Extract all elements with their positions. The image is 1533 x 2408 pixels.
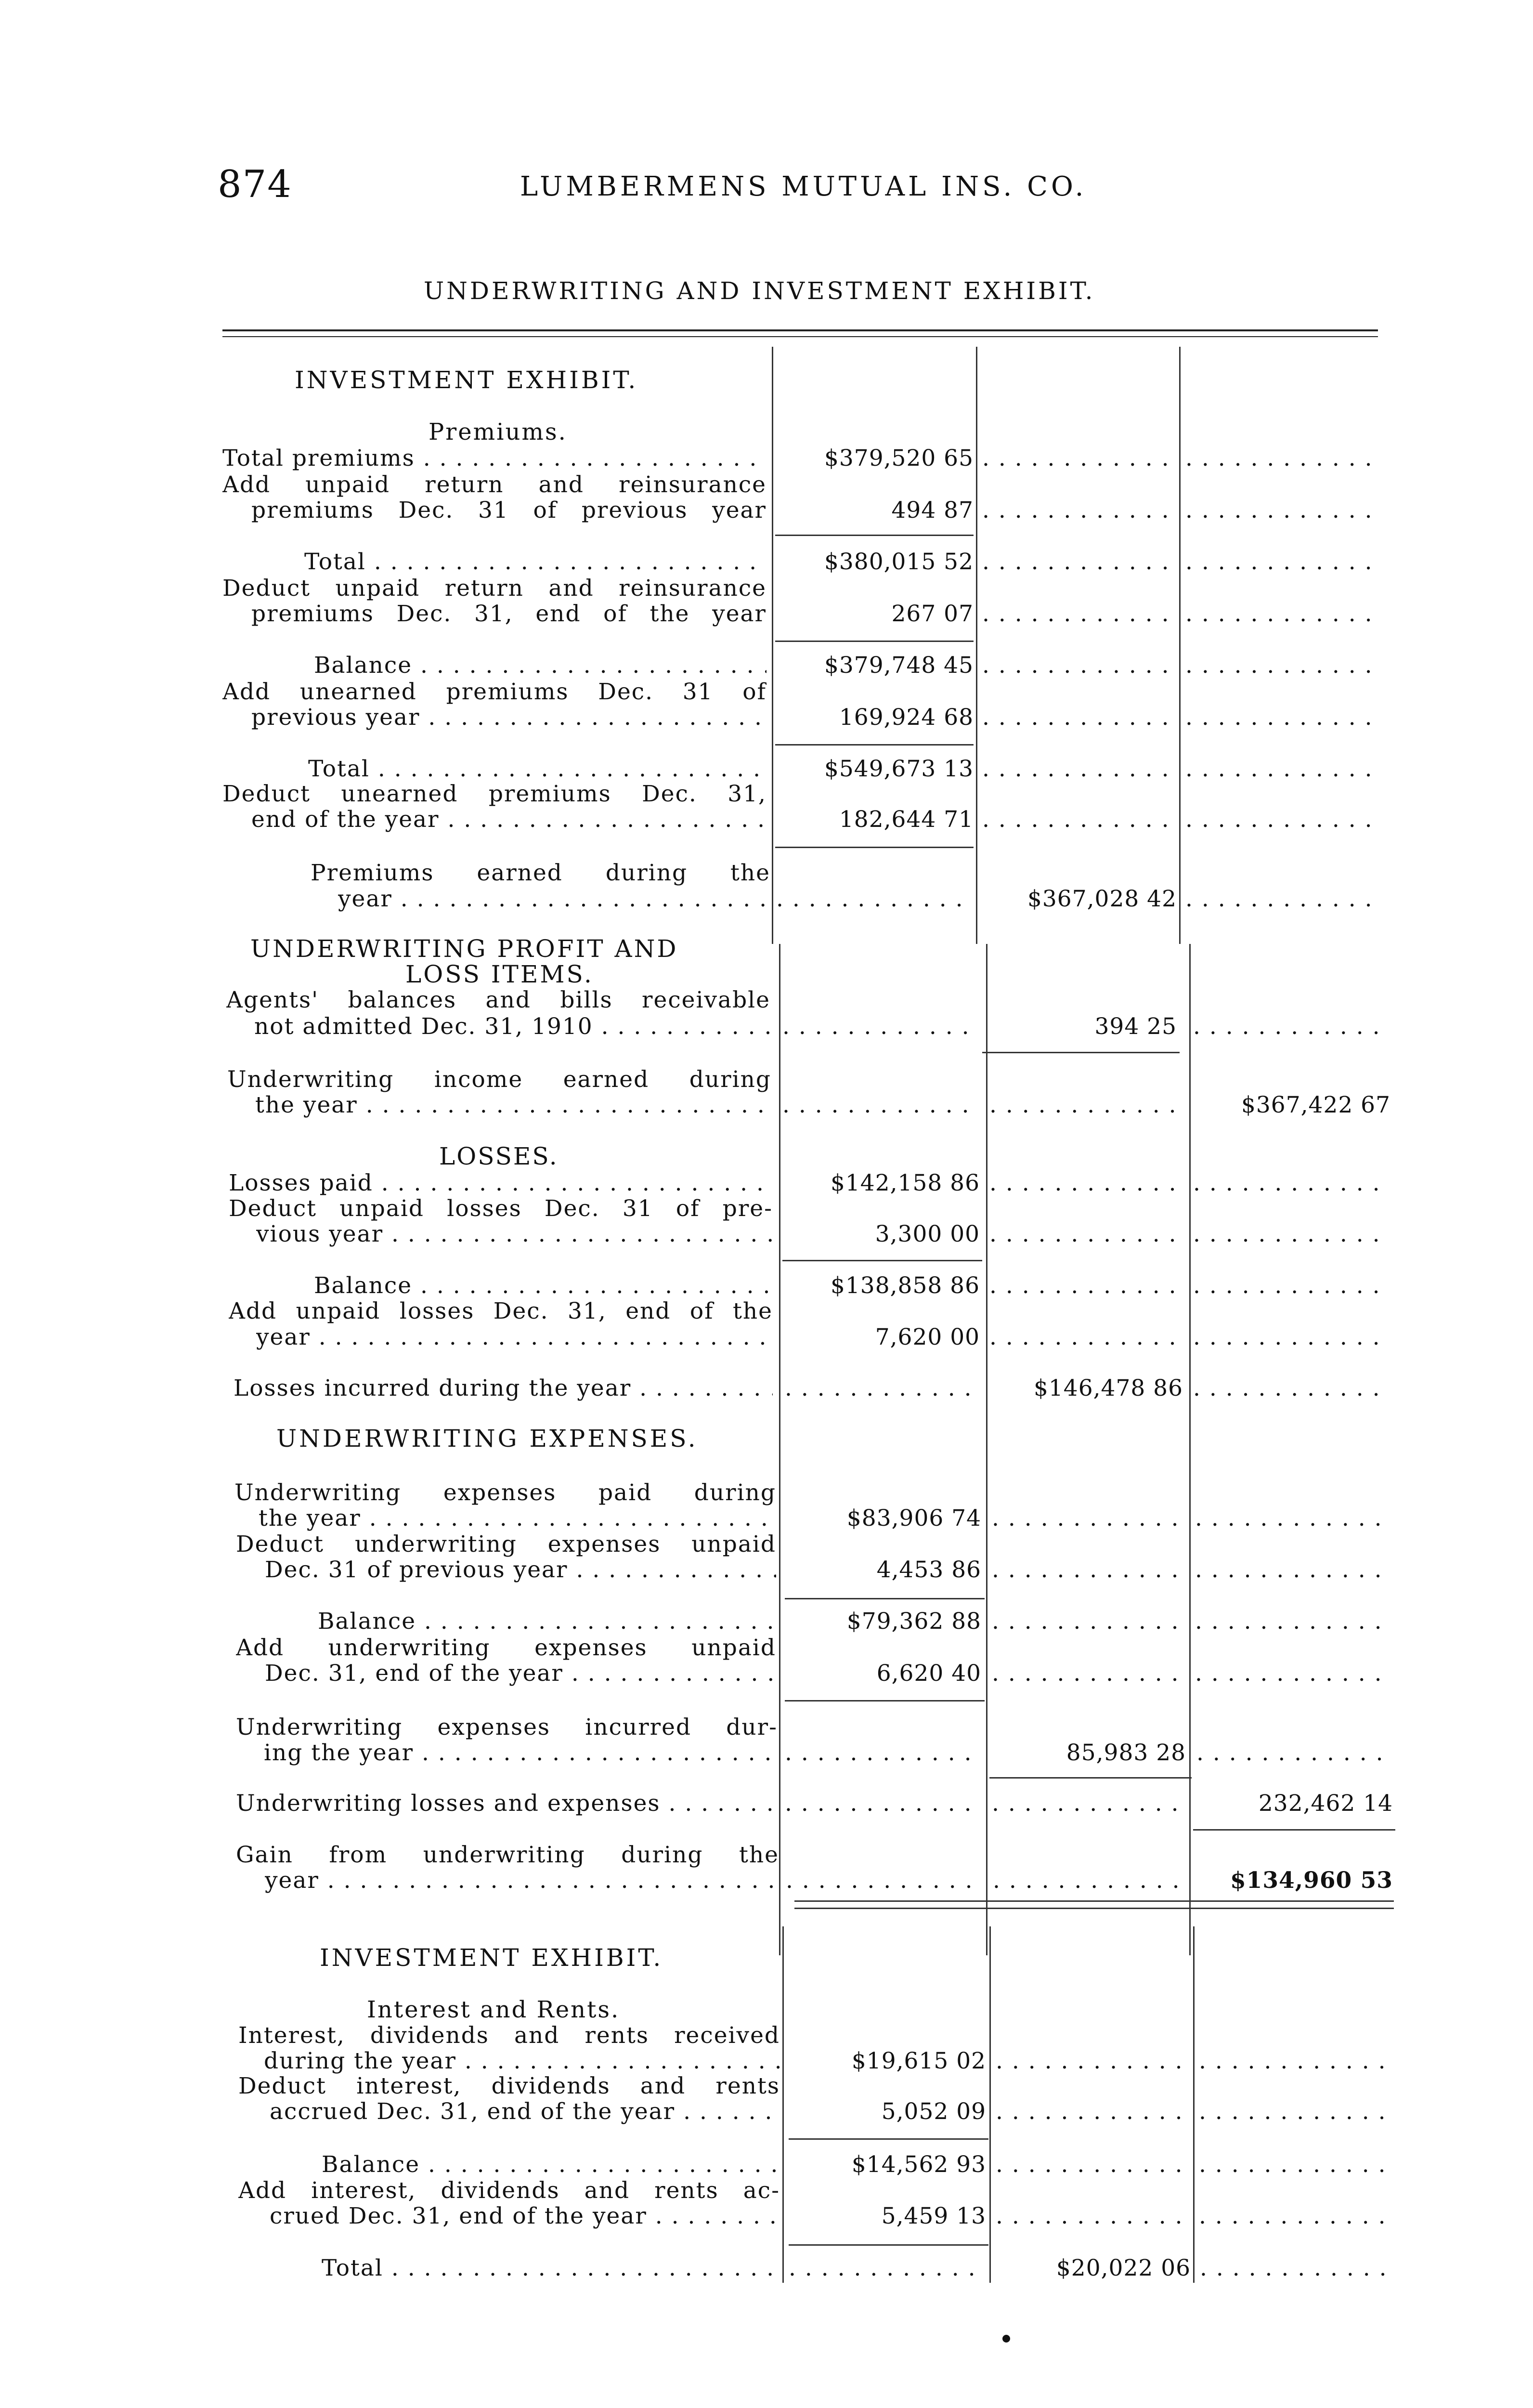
row-label: Deduct underwriting expenses unpaid	[236, 1531, 776, 1557]
row-label: Agents' balances and bills receivable	[226, 987, 770, 1013]
table-row	[0, 807, 1533, 833]
leader-dots	[785, 1740, 982, 1766]
sum-rule	[1193, 1829, 1395, 1831]
leader-dots	[785, 1791, 982, 1817]
amount-col1: 494 87	[891, 497, 974, 523]
row-label: during the year . . .	[264, 2048, 780, 2074]
table-row	[0, 987, 1533, 1013]
section-heading: INVESTMENT EXHIBIT.	[320, 1944, 663, 1972]
running-head: LUMBERMENS MUTUAL INS. CO.	[520, 171, 1087, 202]
amount-col1: $19,615 02	[851, 2048, 986, 2074]
table-row	[0, 497, 1533, 523]
row-label: year . . .	[265, 1868, 779, 1894]
leader-dots	[1185, 807, 1378, 833]
column-separator	[1179, 347, 1181, 944]
amount-col1: 182,644 71	[839, 806, 974, 833]
table-row	[0, 1714, 1533, 1741]
table-row	[0, 2048, 1533, 2074]
amount-col1: $379,748 45	[824, 652, 974, 679]
row-label: Total . . .	[304, 549, 766, 575]
section-heading: UNDERWRITING EXPENSES.	[276, 1425, 698, 1453]
row-label: accrued Dec. 31, end of the year . . .	[270, 2099, 780, 2125]
leader-dots	[982, 653, 1177, 679]
row-label: crued Dec. 31, end of the year . . .	[270, 2203, 780, 2229]
table-row	[0, 1635, 1533, 1661]
row-label: Balance . . .	[322, 2152, 780, 2178]
amount-col1: 5,052 09	[881, 2098, 986, 2125]
leader-dots	[993, 1868, 1188, 1894]
row-label: the year . . .	[259, 1505, 776, 1531]
table-row	[0, 549, 1533, 575]
row-label: Losses paid . . .	[229, 1170, 773, 1196]
sum-rule	[775, 641, 974, 642]
leader-dots	[782, 1014, 975, 1040]
table-row	[0, 2255, 1533, 2281]
table-row	[0, 2023, 1533, 2049]
section-heading: LOSS ITEMS.	[405, 960, 594, 988]
table-row	[0, 756, 1533, 782]
amount-col1: $142,158 86	[830, 1170, 980, 1196]
sum-rule	[775, 847, 974, 848]
row-label: not admitted Dec. 31, 1910 . . .	[254, 1014, 770, 1040]
leader-dots	[1185, 445, 1378, 471]
amount-col1: $138,858 86	[830, 1272, 980, 1299]
leader-dots	[1195, 1557, 1388, 1583]
row-label: Add interest, dividends and rents ac-	[238, 2178, 780, 2204]
double-rule	[794, 1900, 1394, 1909]
table-row	[0, 2178, 1533, 2204]
leader-dots	[982, 497, 1177, 523]
table-row	[0, 576, 1533, 602]
table-row	[0, 1221, 1533, 1247]
section-heading: LOSSES.	[439, 1142, 559, 1170]
leader-dots	[1195, 1505, 1388, 1531]
row-label: Add underwriting expenses unpaid	[236, 1635, 776, 1661]
amount-col3: $134,960 53	[1230, 1867, 1393, 1894]
table-row	[0, 445, 1533, 471]
amount-col1: $380,015 52	[824, 549, 974, 575]
table-row	[0, 1375, 1533, 1401]
leader-dots	[982, 705, 1177, 731]
leader-dots	[1185, 886, 1378, 912]
top-rule-thin	[222, 336, 1378, 337]
amount-col1: $379,520 65	[824, 445, 974, 471]
leader-dots	[996, 2152, 1191, 2178]
column-separator	[772, 347, 773, 944]
amount-col1: 169,924 68	[839, 704, 974, 731]
table-row	[0, 2203, 1533, 2229]
leader-dots	[1193, 1273, 1386, 1299]
table-row	[0, 1505, 1533, 1531]
table-row	[0, 472, 1533, 498]
row-label: Underwriting expenses paid during	[234, 1480, 776, 1506]
table-row	[0, 1298, 1533, 1324]
table-row	[0, 2099, 1533, 2125]
table-row	[0, 1480, 1533, 1506]
leader-dots	[1200, 2255, 1392, 2281]
leader-dots	[982, 549, 1177, 575]
row-label: Underwriting expenses incurred dur-	[236, 1714, 778, 1741]
table-row	[0, 1609, 1533, 1635]
row-label: Balance . . .	[318, 1609, 776, 1635]
section-heading: Interest and Rents.	[367, 1996, 620, 2023]
leader-dots	[1193, 1221, 1386, 1247]
amount-col1: $14,562 93	[851, 2151, 986, 2178]
column-separator	[976, 347, 977, 944]
row-label: Interest, dividends and rents received	[238, 2023, 780, 2049]
leader-dots	[789, 2255, 986, 2281]
ink-speck	[1002, 2335, 1010, 2343]
top-rule	[222, 329, 1378, 331]
table-row	[0, 1170, 1533, 1196]
leader-dots	[1199, 2099, 1391, 2125]
table-row	[0, 1273, 1533, 1299]
row-label: year . . .	[338, 886, 770, 912]
sum-rule	[785, 1700, 985, 1701]
row-label: Total . . .	[322, 2255, 780, 2281]
leader-dots	[1185, 549, 1378, 575]
amount-col1: 267 07	[891, 601, 974, 627]
leader-dots	[989, 1273, 1182, 1299]
section-heading: Premiums.	[429, 419, 567, 445]
leader-dots	[992, 1505, 1187, 1531]
table-row	[0, 1531, 1533, 1557]
leader-dots	[1185, 601, 1378, 627]
table-row	[0, 1740, 1533, 1766]
leader-dots	[782, 1092, 975, 1118]
row-label: Premiums earned during the	[311, 860, 770, 886]
table-row	[0, 860, 1533, 886]
leader-dots	[992, 1609, 1187, 1635]
leader-dots	[992, 1661, 1187, 1687]
leader-dots	[989, 1324, 1182, 1350]
row-label: end of the year . . .	[251, 807, 766, 833]
table-row	[0, 705, 1533, 731]
table-row	[0, 1067, 1533, 1093]
sum-rule	[782, 1260, 982, 1261]
row-label: Total premiums . . .	[222, 445, 766, 471]
amount-col2: $146,478 86	[1033, 1375, 1183, 1401]
leader-dots	[786, 1868, 983, 1894]
row-label: Underwriting income earned during	[227, 1067, 771, 1093]
amount-col2: 394 25	[1094, 1013, 1177, 1040]
sum-rule	[989, 1777, 1192, 1779]
amount-col2: $367,028 42	[1027, 886, 1177, 912]
amount-col2: 85,983 28	[1066, 1740, 1186, 1766]
table-row	[0, 1557, 1533, 1583]
amount-col1: $83,906 74	[846, 1505, 981, 1531]
amount-col2: $20,022 06	[1056, 2255, 1191, 2281]
section-heading: INVESTMENT EXHIBIT.	[295, 366, 638, 394]
table-row	[0, 1092, 1533, 1118]
row-label: Dec. 31 of previous year . . .	[265, 1557, 776, 1583]
amount-col3: 232,462 14	[1258, 1790, 1393, 1817]
row-label: premiums Dec. 31, end of the year	[251, 601, 766, 627]
sum-rule	[775, 535, 974, 536]
table-row	[0, 1842, 1533, 1868]
leader-dots	[776, 886, 973, 912]
table-row	[0, 601, 1533, 627]
table-row	[0, 886, 1533, 912]
sum-rule	[982, 1052, 1180, 1053]
leader-dots	[1193, 1324, 1386, 1350]
table-row	[0, 1196, 1533, 1222]
amount-col1: 4,453 86	[876, 1557, 981, 1583]
row-label: Add unpaid return and reinsurance	[222, 472, 766, 498]
leader-dots	[982, 601, 1177, 627]
leader-dots	[1185, 653, 1378, 679]
row-label: Total . . .	[308, 756, 766, 782]
sum-rule	[789, 2244, 988, 2246]
table-row	[0, 1661, 1533, 1687]
row-label: Deduct unpaid losses Dec. 31 of pre-	[229, 1196, 773, 1222]
table-row	[0, 2073, 1533, 2099]
row-label: vious year . . .	[256, 1221, 773, 1247]
leader-dots	[992, 1557, 1187, 1583]
amount-col1: $549,673 13	[824, 756, 974, 782]
leader-dots	[982, 445, 1177, 471]
leader-dots	[1195, 1661, 1388, 1687]
leader-dots	[1195, 1609, 1388, 1635]
leader-dots	[1196, 1740, 1389, 1766]
table-row	[0, 781, 1533, 807]
leader-dots	[989, 1170, 1182, 1196]
table-row	[0, 653, 1533, 679]
row-label: the year . . .	[255, 1092, 771, 1118]
table-row	[0, 679, 1533, 705]
leader-dots	[1199, 2048, 1391, 2074]
sum-rule	[789, 2138, 988, 2140]
amount-col3: $367,422 67	[1241, 1092, 1390, 1118]
leader-dots	[1193, 1170, 1386, 1196]
row-label: Add unearned premiums Dec. 31 of	[222, 679, 766, 705]
row-label: Losses incurred during the year . . .	[234, 1375, 773, 1401]
table-row	[0, 1791, 1533, 1817]
leader-dots	[992, 1791, 1187, 1817]
sum-rule	[785, 1598, 985, 1599]
row-label: previous year . . .	[251, 705, 766, 731]
row-label: premiums Dec. 31 of previous year	[251, 497, 766, 523]
exhibit-title: UNDERWRITING AND INVESTMENT EXHIBIT.	[424, 277, 1095, 305]
leader-dots	[989, 1092, 1182, 1118]
row-label: Dec. 31, end of the year . . .	[265, 1661, 776, 1687]
row-label: Deduct unpaid return and reinsurance	[222, 576, 766, 602]
page-number: 874	[218, 163, 292, 206]
table-row	[0, 1324, 1533, 1350]
row-label: Balance . . .	[314, 1273, 773, 1299]
leader-dots	[1185, 756, 1378, 782]
leader-dots	[1185, 705, 1378, 731]
leader-dots	[982, 807, 1177, 833]
row-label: Add unpaid losses Dec. 31, end of the	[229, 1298, 773, 1324]
leader-dots	[982, 756, 1177, 782]
row-label: Deduct unearned premiums Dec. 31,	[222, 781, 766, 807]
table-row	[0, 2152, 1533, 2178]
row-label: Deduct interest, dividends and rents	[238, 2073, 780, 2099]
table-row	[0, 1868, 1533, 1894]
amount-col1: 7,620 00	[875, 1324, 980, 1350]
sum-rule	[775, 744, 974, 746]
leader-dots	[1199, 2203, 1391, 2229]
row-label: Balance . . .	[314, 653, 766, 679]
amount-col1: 3,300 00	[875, 1221, 980, 1247]
leader-dots	[989, 1221, 1182, 1247]
row-label: ing the year . . .	[264, 1740, 778, 1766]
row-label: Underwriting losses and expenses . . .	[236, 1791, 778, 1817]
leader-dots	[785, 1375, 980, 1401]
amount-col1: 5,459 13	[881, 2203, 986, 2229]
amount-col1: 6,620 40	[876, 1660, 981, 1687]
leader-dots	[1199, 2152, 1391, 2178]
leader-dots	[996, 2048, 1191, 2074]
leader-dots	[1193, 1014, 1381, 1040]
row-label: Gain from underwriting during the	[236, 1842, 779, 1868]
amount-col1: $79,362 88	[846, 1608, 981, 1635]
table-row	[0, 1014, 1533, 1040]
leader-dots	[996, 2099, 1191, 2125]
leader-dots	[1185, 497, 1378, 523]
row-label: year . . .	[256, 1324, 773, 1350]
leader-dots	[1193, 1375, 1386, 1401]
section-heading: UNDERWRITING PROFIT AND	[250, 935, 678, 963]
leader-dots	[996, 2203, 1191, 2229]
